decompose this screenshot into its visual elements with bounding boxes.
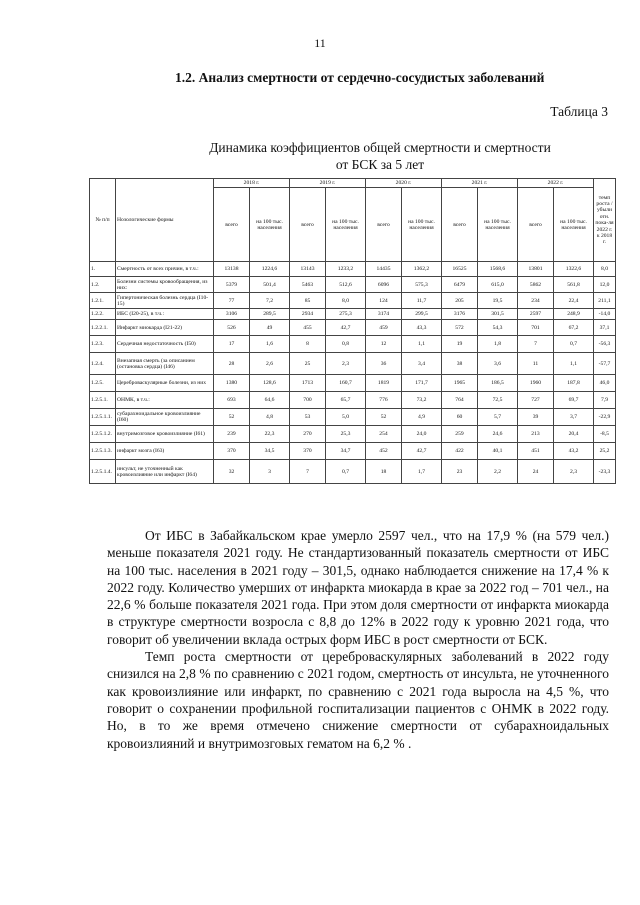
row-value: 171,7 — [402, 375, 442, 392]
row-value: 24 — [518, 460, 554, 484]
row-value: 1322,6 — [554, 262, 594, 277]
table-row — [90, 293, 616, 309]
row-code: 1. — [90, 262, 116, 277]
row-value: 19,5 — [478, 293, 518, 309]
row-value: 72,5 — [478, 392, 518, 409]
row-name: инфаркт мозга (I63) — [116, 443, 214, 460]
row-value: 5463 — [290, 277, 326, 293]
row-code: 1.2.1. — [90, 293, 116, 309]
table-caption — [150, 139, 610, 173]
row-value: 289,5 — [250, 309, 290, 320]
row-name: ИБС (I20-25), в т.ч.: — [116, 309, 214, 320]
row-value: 451 — [518, 443, 554, 460]
row-value: 34,5 — [250, 443, 290, 460]
row-value: 67,2 — [554, 320, 594, 336]
row-value: 1224,6 — [250, 262, 290, 277]
row-value: 3176 — [442, 309, 478, 320]
row-value: 4,8 — [250, 409, 290, 426]
row-value: 24,0 — [402, 426, 442, 443]
mortality-table — [89, 178, 616, 484]
row-value: 299,5 — [402, 309, 442, 320]
row-value: 186,5 — [478, 375, 518, 392]
row-value: 3174 — [366, 309, 402, 320]
row-value: 701 — [518, 320, 554, 336]
row-value: -8,5 — [594, 426, 616, 443]
paragraph: Темп роста смертности от цереброваскулярных заболеваний в 2022 году снизился на 2,8 % по сравнению с 2021 годом, смертность от инсульта, не уточненного как кровоизлияние или инфаркт, по сравнению с 2021 года выросла на 4,5 %, что говорит о сохранении профильной госпитализации пациентов с ОНМК в 2022 году. Но, в то же время отмечено снижение смертности от субарахноидальных кровоизлияний и внутримозговых гематом на 6,2 % . — [107, 649, 609, 751]
row-value: 13143 — [290, 262, 326, 277]
subheader-total: всего — [442, 188, 478, 262]
row-code: 1.2.5.1. — [90, 392, 116, 409]
row-value: 52 — [366, 409, 402, 426]
table-caption-line-2: от БСК за 5 лет — [335, 157, 425, 172]
header-growth: темп роста /убыли отн. пока-ля 2022 г. к 2018 г. — [594, 179, 616, 262]
row-value: 301,5 — [478, 309, 518, 320]
row-value: 452 — [366, 443, 402, 460]
row-code: 1.2. — [90, 277, 116, 293]
row-value: 187,8 — [554, 375, 594, 392]
table-body — [90, 262, 616, 484]
table-row — [90, 460, 616, 484]
row-value: 700 — [290, 392, 326, 409]
row-value: 65,7 — [326, 392, 366, 409]
table-row — [90, 392, 616, 409]
row-value: 370 — [214, 443, 250, 460]
row-value: 7,2 — [250, 293, 290, 309]
table-label: Таблица 3 — [550, 104, 608, 119]
row-value: 1380 — [214, 375, 250, 392]
row-value: 370 — [290, 443, 326, 460]
row-value: 20,4 — [554, 426, 594, 443]
row-value: -23,3 — [594, 460, 616, 484]
row-value: 28 — [214, 353, 250, 375]
header-form: Нозологические формы — [116, 179, 214, 262]
row-value: 53 — [290, 409, 326, 426]
row-value: 501,4 — [250, 277, 290, 293]
row-value: 4,9 — [402, 409, 442, 426]
subheader-total: всего — [290, 188, 326, 262]
row-value: 5,0 — [326, 409, 366, 426]
row-value: 8,0 — [594, 262, 616, 277]
paragraph: От ИБС в Забайкальском крае умерло 2597 чел., что на 17,9 % (на 579 чел.) меньше показателя 2021 году. Не стандартизованный показатель смертности от ИБС на 100 тыс. населения в 2021 году – 301,5, однако наблюдается снижение на 17,4 % к 2022 году. Количество умерших от инфаркта миокарда в крае за 2022 год – 701 чел., на 22,6 % больше показателя 2021 года. При этом доля смертности от инфаркта миокарда в структуре смертности возросла с 8,8 до 12% в 2022 году к уровню 2021 года, что говорит об увеличении вклада острых форм ИБС в рост смертности от БСК. — [107, 528, 609, 647]
table-row — [90, 443, 616, 460]
row-value: 764 — [442, 392, 478, 409]
row-value: 17 — [214, 336, 250, 353]
row-value: 615,0 — [478, 277, 518, 293]
row-value: 12,0 — [594, 277, 616, 293]
row-value: 36 — [366, 353, 402, 375]
row-value: 5379 — [214, 277, 250, 293]
row-value: -22,9 — [594, 409, 616, 426]
row-value: 2,2 — [478, 460, 518, 484]
row-value: 2,3 — [554, 460, 594, 484]
row-value: 69,7 — [554, 392, 594, 409]
row-value: 275,3 — [326, 309, 366, 320]
row-value: 46,0 — [594, 375, 616, 392]
row-value: 259 — [442, 426, 478, 443]
row-value: 1,1 — [402, 336, 442, 353]
row-value: 38 — [442, 353, 478, 375]
row-value: 0,7 — [554, 336, 594, 353]
row-value: 7 — [518, 336, 554, 353]
row-value: -56,3 — [594, 336, 616, 353]
row-value: 8,0 — [326, 293, 366, 309]
row-value: 7,9 — [594, 392, 616, 409]
row-value: 19 — [442, 336, 478, 353]
row-name: Болезни системы кровообращения, из них: — [116, 277, 214, 293]
row-value: 3,4 — [402, 353, 442, 375]
row-value: 42,7 — [326, 320, 366, 336]
row-name: Сердечная недостаточность (I50) — [116, 336, 214, 353]
subheader-rate: на 100 тыс. населения — [250, 188, 290, 262]
row-value: 34,7 — [326, 443, 366, 460]
row-name: Инфаркт миокарда (I21-22) — [116, 320, 214, 336]
header-year: 2018 г. — [214, 179, 290, 188]
row-code: 1.2.3. — [90, 336, 116, 353]
row-value: 512,6 — [326, 277, 366, 293]
row-value: 1,8 — [478, 336, 518, 353]
row-value: 1568,6 — [478, 262, 518, 277]
row-value: 160,7 — [326, 375, 366, 392]
table-row — [90, 309, 616, 320]
row-name: Цереброваскулярные болезни, из них — [116, 375, 214, 392]
subheader-rate: на 100 тыс. населения — [554, 188, 594, 262]
row-value: 526 — [214, 320, 250, 336]
row-value: 3,6 — [478, 353, 518, 375]
header-number: № п/п — [90, 179, 116, 262]
row-value: 60 — [442, 409, 478, 426]
row-value: 1362,2 — [402, 262, 442, 277]
row-value: 49 — [250, 320, 290, 336]
row-value: 8 — [290, 336, 326, 353]
row-code: 1.2.2.1. — [90, 320, 116, 336]
row-value: 213 — [518, 426, 554, 443]
row-name: ОНМК, в т.ч.: — [116, 392, 214, 409]
row-value: 22,3 — [250, 426, 290, 443]
row-value: 1819 — [366, 375, 402, 392]
row-value: 37,1 — [594, 320, 616, 336]
row-value: 22,4 — [554, 293, 594, 309]
header-year: 2022 г. — [518, 179, 594, 188]
row-value: 248,9 — [554, 309, 594, 320]
row-value: 128,6 — [250, 375, 290, 392]
row-value: -14,0 — [594, 309, 616, 320]
table-row — [90, 336, 616, 353]
row-value: 14435 — [366, 262, 402, 277]
row-value: 5862 — [518, 277, 554, 293]
row-name: Гипертоническая болезнь сердца (I10-15) — [116, 293, 214, 309]
row-value: 23 — [442, 460, 478, 484]
row-value: 7 — [290, 460, 326, 484]
row-value: 0,8 — [326, 336, 366, 353]
row-value: 40,1 — [478, 443, 518, 460]
row-value: 776 — [366, 392, 402, 409]
row-value: 2,3 — [326, 353, 366, 375]
subheader-rate: на 100 тыс. населения — [402, 188, 442, 262]
row-value: 13801 — [518, 262, 554, 277]
row-value: 1713 — [290, 375, 326, 392]
row-value: 2,6 — [250, 353, 290, 375]
row-value: 572 — [442, 320, 478, 336]
row-value: 24,6 — [478, 426, 518, 443]
subheader-total: всего — [214, 188, 250, 262]
row-value: 575,3 — [402, 277, 442, 293]
row-value: 561,8 — [554, 277, 594, 293]
row-code: 1.2.5.1.4. — [90, 460, 116, 484]
mortality-table-container — [89, 178, 615, 484]
row-value: 422 — [442, 443, 478, 460]
row-value: 73,2 — [402, 392, 442, 409]
row-value: 5,7 — [478, 409, 518, 426]
row-value: 42,7 — [402, 443, 442, 460]
row-value: 1233,2 — [326, 262, 366, 277]
row-value: 25,2 — [594, 443, 616, 460]
row-value: 12 — [366, 336, 402, 353]
row-value: 1,6 — [250, 336, 290, 353]
row-value: 1965 — [442, 375, 478, 392]
row-value: 270 — [290, 426, 326, 443]
row-value: 43,2 — [554, 443, 594, 460]
row-value: 1960 — [518, 375, 554, 392]
row-value: 124 — [366, 293, 402, 309]
row-value: 39 — [518, 409, 554, 426]
row-value: 16525 — [442, 262, 478, 277]
row-name: инсульт, не уточненный как кровоизлияние или инфаркт (I64) — [116, 460, 214, 484]
table-row — [90, 375, 616, 392]
row-value: 211,1 — [594, 293, 616, 309]
row-value: 1,7 — [402, 460, 442, 484]
row-value: 43,3 — [402, 320, 442, 336]
row-value: 455 — [290, 320, 326, 336]
row-code: 1.2.5.1.1. — [90, 409, 116, 426]
row-code: 1.2.4. — [90, 353, 116, 375]
header-year: 2019 г. — [290, 179, 366, 188]
table-row — [90, 353, 616, 375]
row-value: 6479 — [442, 277, 478, 293]
row-value: 85 — [290, 293, 326, 309]
page-number: 11 — [314, 36, 326, 50]
row-name: внутримозговое кровоизлияние (I61) — [116, 426, 214, 443]
row-name: субарахноидальное кровоизлияние (I60) — [116, 409, 214, 426]
subheader-rate: на 100 тыс. населения — [478, 188, 518, 262]
subheader-total: всего — [366, 188, 402, 262]
row-value: 2597 — [518, 309, 554, 320]
row-value: 693 — [214, 392, 250, 409]
row-value: 18 — [366, 460, 402, 484]
header-year: 2021 г. — [442, 179, 518, 188]
subheader-total: всего — [518, 188, 554, 262]
row-value: 1,1 — [554, 353, 594, 375]
subheader-rate: на 100 тыс. населения — [326, 188, 366, 262]
row-value: 727 — [518, 392, 554, 409]
body-text — [107, 527, 609, 752]
row-value: 32 — [214, 460, 250, 484]
row-value: 77 — [214, 293, 250, 309]
row-value: 11,7 — [402, 293, 442, 309]
row-value: 3,7 — [554, 409, 594, 426]
table-caption-line-1: Динамика коэффициентов общей смертности и смертности — [209, 140, 551, 155]
row-code: 1.2.2. — [90, 309, 116, 320]
row-value: 6096 — [366, 277, 402, 293]
row-value: -57,7 — [594, 353, 616, 375]
section-title: 1.2. Анализ смертности от сердечно-сосудистых заболеваний — [175, 70, 545, 85]
row-value: 54,3 — [478, 320, 518, 336]
row-value: 11 — [518, 353, 554, 375]
row-value: 205 — [442, 293, 478, 309]
header-year: 2020 г. — [366, 179, 442, 188]
row-value: 239 — [214, 426, 250, 443]
row-code: 1.2.5.1.3. — [90, 443, 116, 460]
row-value: 459 — [366, 320, 402, 336]
table-header-row-years — [90, 179, 616, 188]
row-code: 1.2.5.1.2. — [90, 426, 116, 443]
table-row — [90, 320, 616, 336]
row-value: 64,6 — [250, 392, 290, 409]
row-value: 25 — [290, 353, 326, 375]
table-row — [90, 409, 616, 426]
row-value: 254 — [366, 426, 402, 443]
table-row — [90, 426, 616, 443]
row-name: Внезапная смерть (за описанием (остановка сердца) (I46) — [116, 353, 214, 375]
row-code: 1.2.5. — [90, 375, 116, 392]
row-value: 13138 — [214, 262, 250, 277]
row-value: 3106 — [214, 309, 250, 320]
row-value: 3 — [250, 460, 290, 484]
row-name: Смертность от всех причин, в т.ч.: — [116, 262, 214, 277]
row-value: 52 — [214, 409, 250, 426]
row-value: 0,7 — [326, 460, 366, 484]
row-value: 2934 — [290, 309, 326, 320]
row-value: 234 — [518, 293, 554, 309]
table-row — [90, 277, 616, 293]
table-row — [90, 262, 616, 277]
row-value: 25,3 — [326, 426, 366, 443]
